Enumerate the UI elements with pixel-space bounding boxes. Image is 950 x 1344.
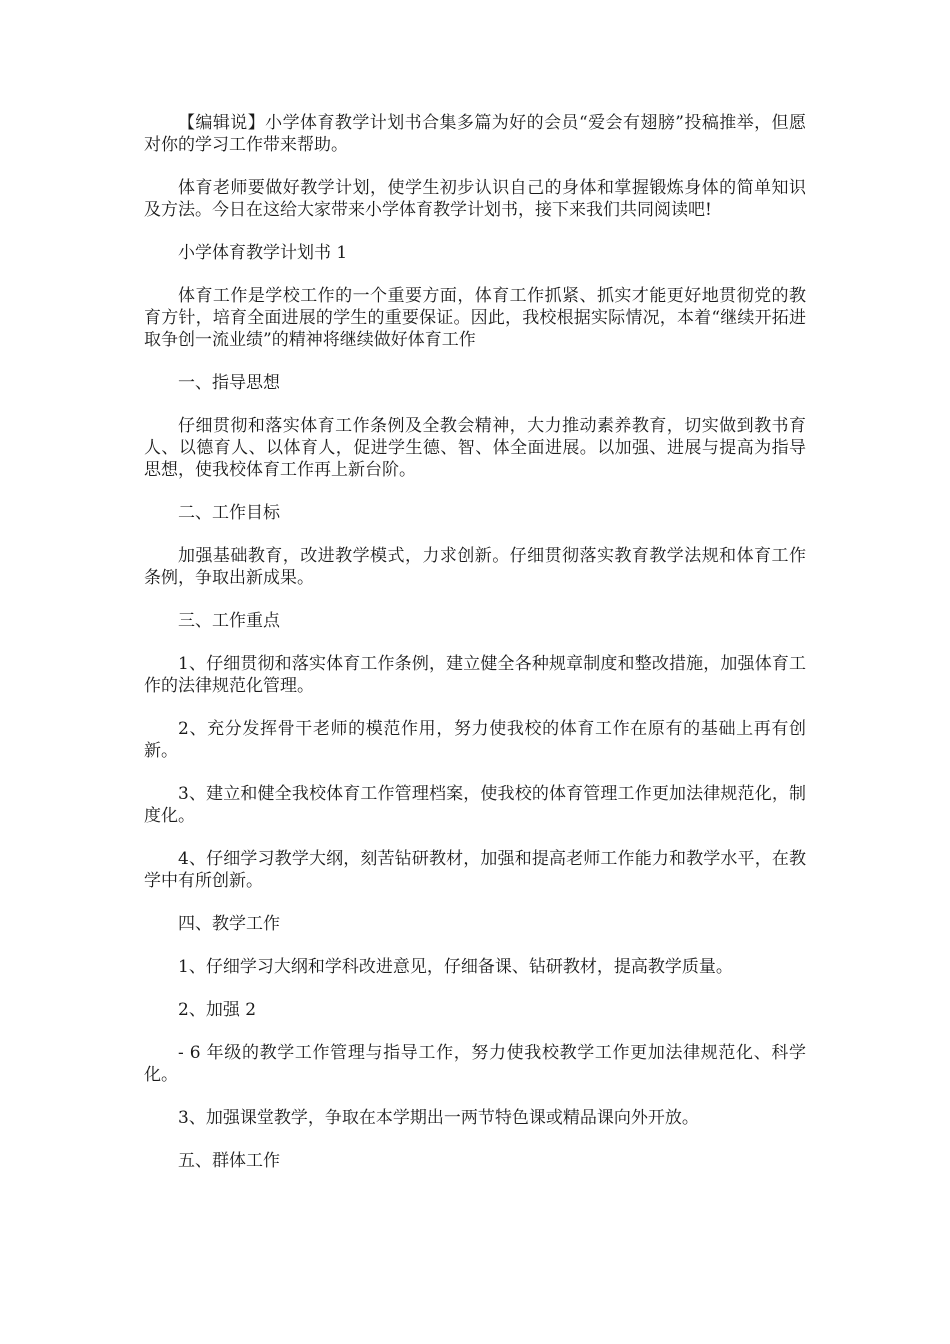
- editor-note-paragraph: 【编辑说】小学体育教学计划书合集多篇为好的会员“爱会有翅膀”投稿推举，但愿对你的学习工作带来帮助。: [144, 113, 806, 155]
- document-body: [144, 112, 806, 1193]
- body-paragraph: 加强基础教育，改进教学模式，力求创新。仔细贯彻落实教育教学法规和体育工作条例，争取出新成果。: [144, 546, 806, 588]
- section-heading-work-focus: 三、工作重点: [178, 611, 280, 631]
- list-item: 3、建立和健全我校体育工作管理档案，使我校的体育管理工作更加法律规范化，制度化。: [144, 784, 806, 826]
- section-heading-teaching-work: 四、教学工作: [178, 914, 280, 934]
- list-item: 1、仔细贯彻和落实体育工作条例，建立健全各种规章制度和整改措施，加强体育工作的法律规范化管理。: [144, 654, 806, 696]
- list-item: 1、仔细学习大纲和学科改进意见，仔细备课、钻研教材，提高教学质量。: [178, 957, 733, 977]
- body-paragraph: 体育工作是学校工作的一个重要方面，体育工作抓紧、抓实才能更好地贯彻党的教育方针，培育全面进展的学生的重要保证。因此，我校根据实际情况，本着“继续开拓进取争创一流业绩”的精神将继续做好体育工作: [144, 286, 806, 350]
- list-item: 4、仔细学习教学大纲，刻苦钻研教材，加强和提高老师工作能力和教学水平，在教学中有所创新。: [144, 849, 806, 891]
- list-item-continuation: - 6 年级的教学工作管理与指导工作，努力使我校教学工作更加法律规范化、科学化。: [144, 1043, 806, 1085]
- body-paragraph: 仔细贯彻和落实体育工作条例及全教会精神，大力推动素养教育，切实做到教书育人、以德育人、以体育人，促进学生德、智、体全面进展。以加强、进展与提高为指导思想，使我校体育工作再上新台阶。: [144, 416, 806, 480]
- section-heading-guiding-ideology: 一、指导思想: [178, 373, 280, 393]
- plan-title: 小学体育教学计划书 1: [178, 243, 348, 263]
- list-item: 2、充分发挥骨干老师的模范作用，努力使我校的体育工作在原有的基础上再有创新。: [144, 719, 806, 761]
- list-item: 2、加强 2: [178, 1000, 257, 1020]
- intro-paragraph: 体育老师要做好教学计划，使学生初步认识自己的身体和掌握锻炼身体的简单知识及方法。今日在这给大家带来小学体育教学计划书，接下来我们共同阅读吧!: [144, 178, 806, 220]
- section-heading-work-goals: 二、工作目标: [178, 503, 280, 523]
- list-item: 3、加强课堂教学，争取在本学期出一两节特色课或精品课向外开放。: [178, 1108, 699, 1128]
- section-heading-group-work: 五、群体工作: [178, 1151, 280, 1171]
